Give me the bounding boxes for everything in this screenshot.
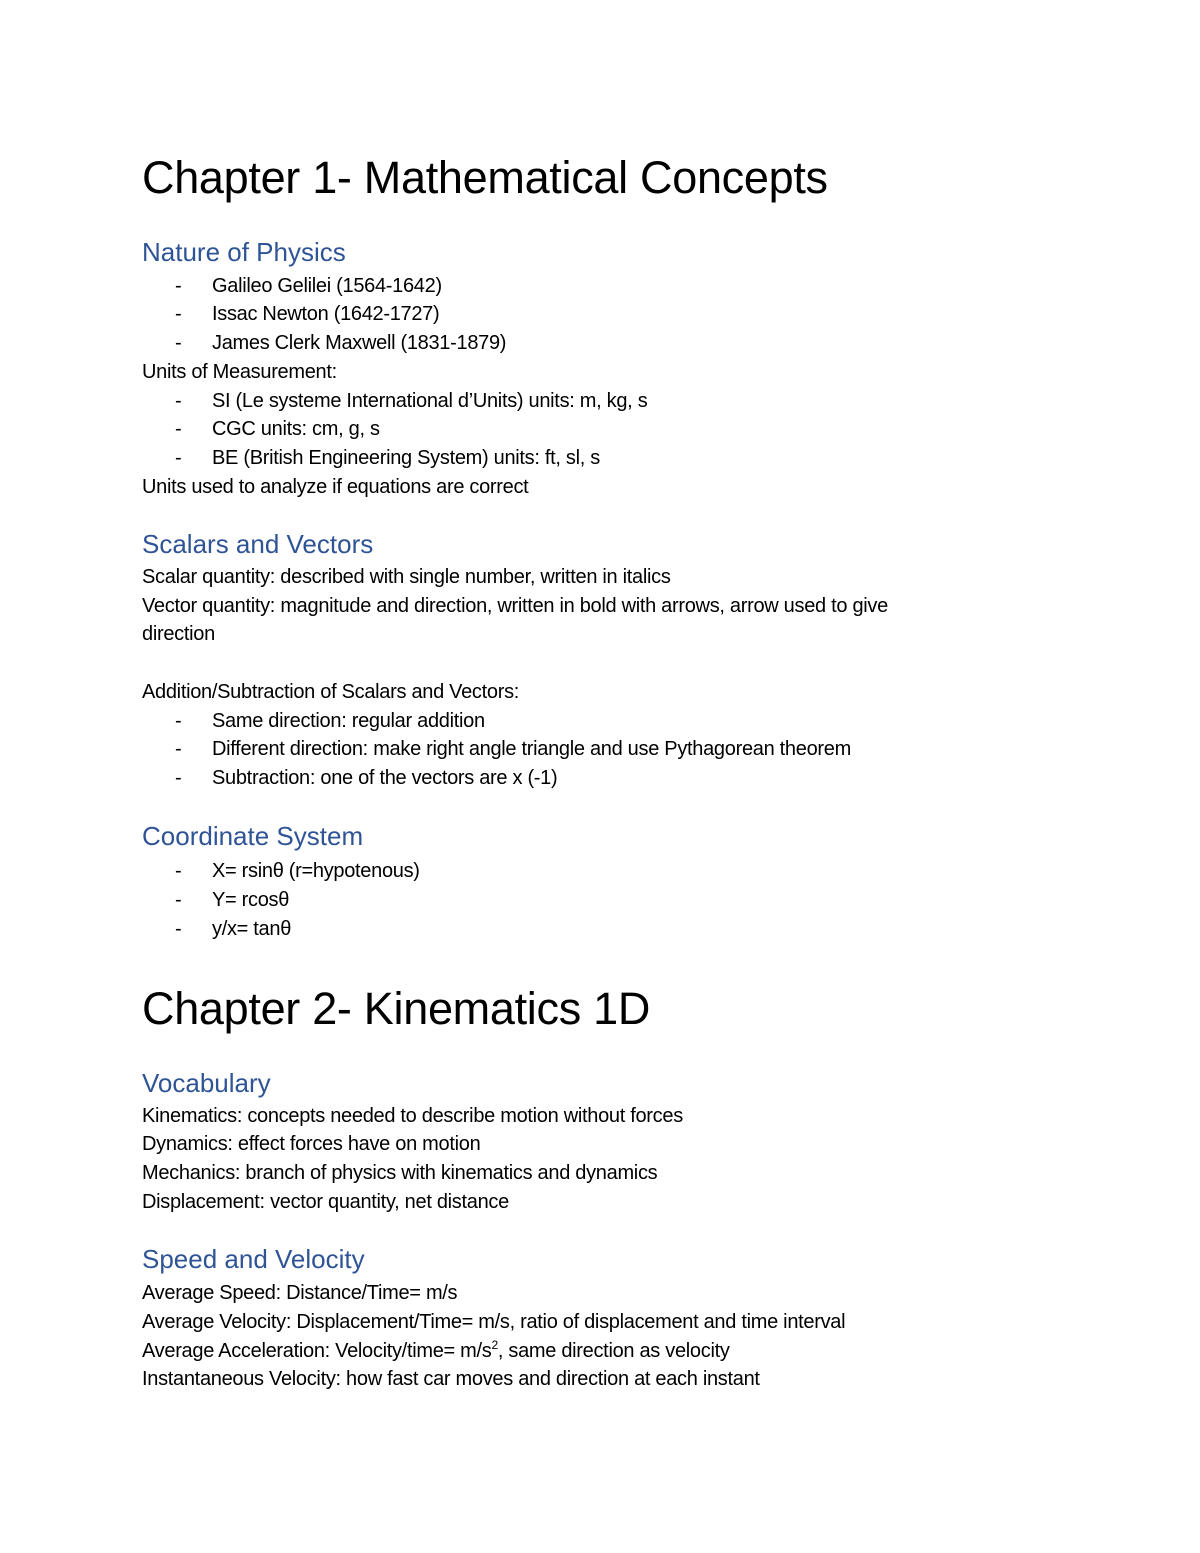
addition-label: Addition/Subtraction of Scalars and Vectors:: [142, 681, 520, 703]
average-speed-line: Average Speed: Distance/Time= m/s: [142, 1282, 458, 1304]
units-label: Units of Measurement:: [142, 361, 337, 383]
vocabulary-heading: Vocabulary: [142, 1068, 271, 1098]
vocab-line-displacement: Displacement: vector quantity, net distance: [142, 1191, 509, 1213]
scalars-vectors-heading: Scalars and Vectors: [142, 529, 374, 559]
nature-of-physics-heading: Nature of Physics: [142, 237, 346, 267]
average-velocity-line: Average Velocity: Displacement/Time= m/s, ratio of displacement and time interval: [142, 1311, 846, 1333]
instantaneous-velocity-line: Instantaneous Velocity: how fast car moves and direction at each instant: [142, 1368, 760, 1390]
speed-velocity-heading: Speed and Velocity: [142, 1244, 365, 1274]
chapter-2-title: Chapter 2- Kinematics 1D: [142, 983, 651, 1034]
chapter-1-title: Chapter 1- Mathematical Concepts: [142, 152, 828, 203]
vocab-line-dynamics: Dynamics: effect forces have on motion: [142, 1133, 481, 1155]
units-note: Units used to analyze if equations are correct: [142, 476, 529, 498]
scalar-quantity-line: Scalar quantity: described with single number, written in italics: [142, 566, 671, 588]
coordinate-system-heading: Coordinate System: [142, 821, 364, 851]
vector-quantity-line-cont: direction: [142, 623, 215, 645]
average-acceleration-line: Average Acceleration: Velocity/time= $m/s^2$, same direction as velocity: [142, 1338, 730, 1362]
vocab-line-mechanics: Mechanics: branch of physics with kinematics and dynamics: [142, 1162, 658, 1184]
vector-quantity-line: Vector quantity: magnitude and direction, written in bold with arrows, arrow used to give: [142, 595, 888, 617]
vocab-line-kinematics: Kinematics: concepts needed to describe motion without forces: [142, 1105, 683, 1127]
